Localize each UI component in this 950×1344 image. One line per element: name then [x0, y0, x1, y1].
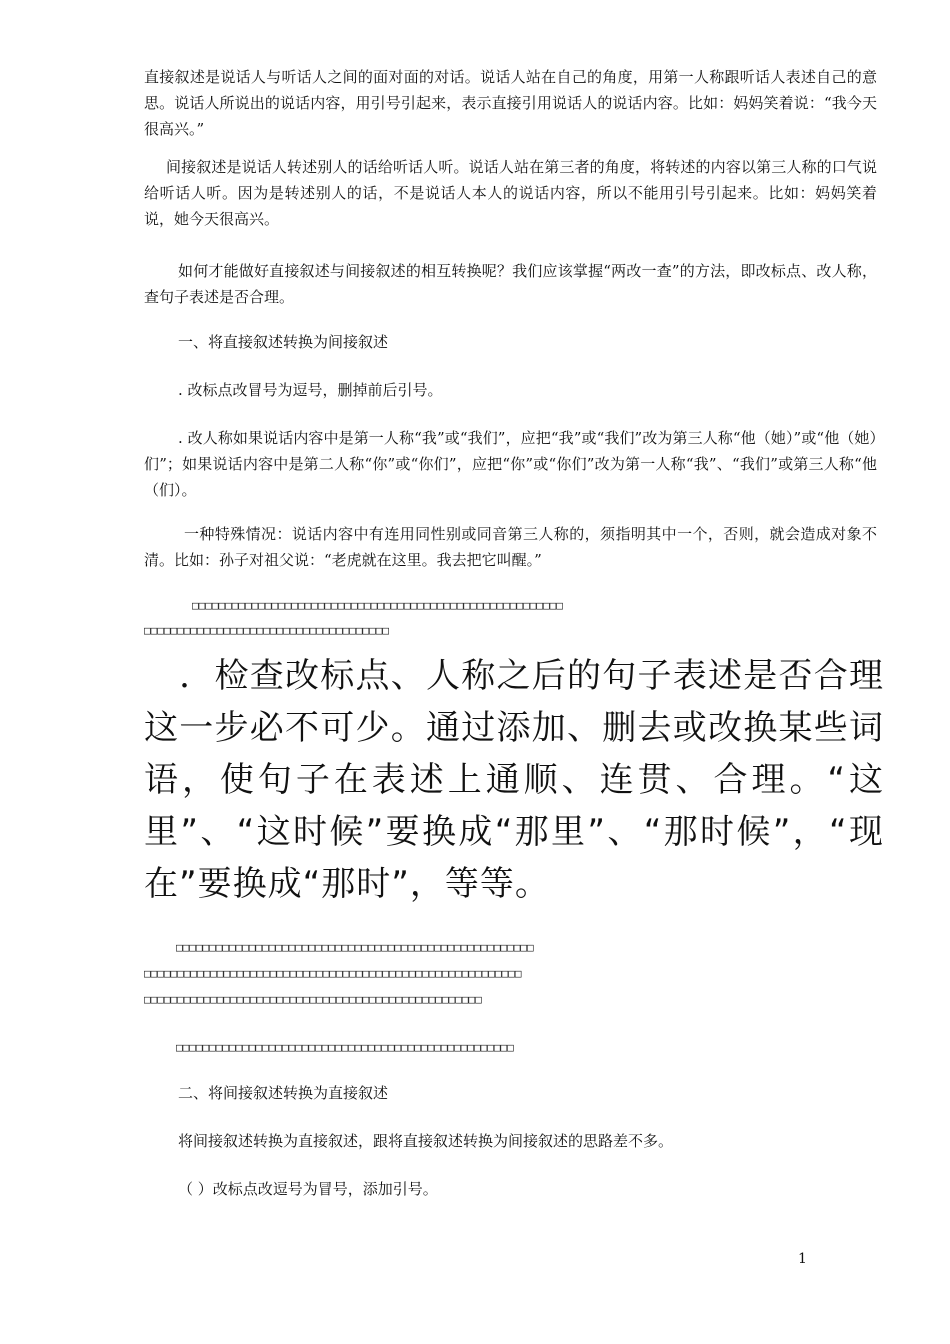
paragraph-reverse-intro: 将间接叙述转换为直接叙述，跟将直接叙述转换为间接叙述的思路差不多。 [178, 1132, 674, 1150]
paragraph-indirect-narration: 间接叙述是说话人转述别人的话给听话人听。说话人站在第三者的角度，将转述的内容以第三人称的口气说给听话人听。因为是转述别人的话，不是说话人本人的说话内容，所以不能用引号引起来。比如：妈妈笑着说，她今天很高兴。 [144, 158, 877, 228]
garbled-line: □□□□□□□□□□□□□□□□□□□□□□□□□□□□□□□□□□□□□□□□□□□□□□□□□□□□□□□□ [192, 599, 563, 612]
page-number: 1 [798, 1251, 807, 1267]
paragraph-special-case: 一种特殊情况：说话内容中有连用同性别或同音第三人称的，须指明其中一个，否则，就会造成对象不清。比如：孙子对祖父说：“老虎就在这里。我去把它叫醒。” [144, 525, 877, 569]
large-paragraph-check-sentence: ．检查改标点、人称之后的句子表述是否合理这一步必不可少。通过添加、删去或改换某些词语，使句子在表述上通顺、连贯、合理。“这里”、“这时候”要换成“那里”、“那时候”，“现在”要换成“那时”，等等。 [144, 656, 884, 904]
section-heading-2: 二、将间接叙述转换为直接叙述 [178, 1084, 389, 1102]
paragraph-change-person: . 改人称如果说话内容中是第一人称“我”或“我们”，应把“我”或“我们”改为第三人称“他（她）”或“他（她）们”；如果说话内容中是第二人称“你”或“你们”，应把“你”或“你们”改为第一人称“我”、“我们”或第三人称“他（们）。 [144, 429, 877, 499]
garbled-line: □□□□□□□□□□□□□□□□□□□□□□□□□□□□□□□□□□□□□ [144, 624, 390, 637]
paragraph-change-punctuation: . 改标点改冒号为逗号，删掉前后引号。 [178, 381, 443, 399]
paragraph-method-intro: 如何才能做好直接叙述与间接叙述的相互转换呢？我们应该掌握“两改一查”的方法，即改标点、改人称，查句子表述是否合理。 [144, 262, 877, 306]
paragraph-reverse-punctuation: （ ）改标点改逗号为冒号，添加引号。 [178, 1180, 438, 1198]
garbled-line: □□□□□□□□□□□□□□□□□□□□□□□□□□□□□□□□□□□□□□□□□□□□□□□□□□□□□□□□□ [144, 967, 522, 980]
garbled-line: □□□□□□□□□□□□□□□□□□□□□□□□□□□□□□□□□□□□□□□□□□□□□□□□□□□ [144, 993, 482, 1006]
section-heading-1: 一、将直接叙述转换为间接叙述 [178, 333, 389, 351]
paragraph-direct-narration: 直接叙述是说话人与听话人之间的面对面的对话。说话人站在自己的角度，用第一人称跟听话人表述自己的意思。说话人所说出的说话内容，用引号引起来，表示直接引用说话人的说话内容。比如：妈妈笑着说：“我今天很高兴。” [144, 68, 877, 138]
garbled-line: □□□□□□□□□□□□□□□□□□□□□□□□□□□□□□□□□□□□□□□□□□□□□□□□□□□ [176, 1041, 514, 1054]
garbled-line: □□□□□□□□□□□□□□□□□□□□□□□□□□□□□□□□□□□□□□□□□□□□□□□□□□□□□□ [176, 941, 534, 954]
